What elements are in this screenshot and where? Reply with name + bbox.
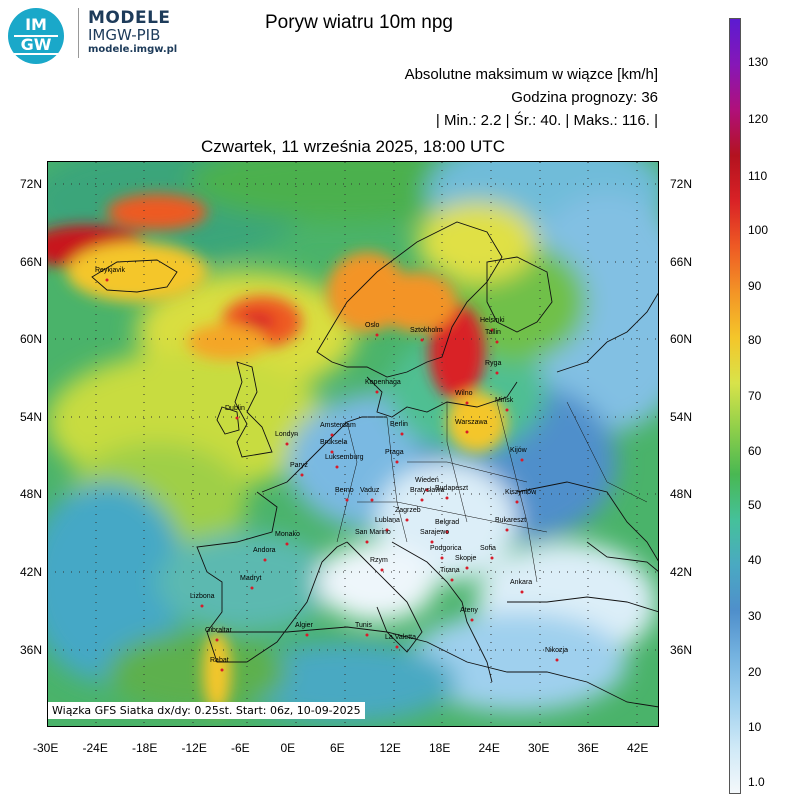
longitude-label: 36E	[577, 741, 599, 755]
city-label: Helsinki	[480, 317, 505, 324]
colorbar-tick-label: 100	[748, 223, 769, 237]
city-label: Mińsk	[495, 397, 514, 404]
city-label: Wilno	[455, 390, 473, 397]
city-label: Lublana	[375, 517, 400, 524]
city-label: Bruksela	[320, 439, 348, 446]
latitude-label: 42N	[670, 565, 693, 579]
city-label: Sofia	[480, 545, 496, 552]
city-label: Zagrzeb	[395, 507, 421, 514]
latitude-label: 48N	[670, 487, 693, 501]
city-label: Madryt	[240, 575, 262, 582]
info-stats: | Min.: 2.2 | Śr.: 40. | Maks.: 116. |	[435, 112, 658, 129]
info-line-2: Godzina prognozy: 36	[511, 89, 658, 106]
city-label: Londyn	[275, 431, 298, 438]
colorbar-tick-label: 80	[748, 333, 762, 347]
city-label: Nikozja	[545, 647, 568, 654]
city-label: Sztokholm	[410, 327, 443, 334]
longitude-label: 12E	[379, 741, 401, 755]
city-label: Rzym	[370, 557, 388, 564]
latitude-label: 42N	[20, 565, 43, 579]
city-label: Podgorica	[430, 545, 462, 552]
city-label: Tallin	[485, 329, 501, 336]
latitude-label: 66N	[20, 255, 43, 269]
longitude-label: 42E	[627, 741, 649, 755]
colorbar-tick-label: 40	[748, 553, 762, 567]
logo-url[interactable]: modele.imgw.pl	[88, 44, 178, 55]
city-label: Bukareszt	[495, 517, 527, 524]
logo-text-bottom: GW	[14, 35, 58, 55]
model-info-footer: Wiązka GFS Siatka dx/dy: 0.25st. Start: 06z, 10-09-2025	[48, 702, 365, 719]
city-label: Tunis	[355, 622, 372, 629]
city-label: Oslo	[365, 322, 380, 329]
city-label: Lizbona	[190, 593, 215, 600]
city-label: Luksemburg	[325, 454, 364, 461]
city-label: Bratysława	[410, 487, 445, 494]
colorbar-tick-label: 120	[748, 112, 769, 126]
imgw-logo	[8, 8, 64, 64]
latitude-label: 54N	[20, 410, 43, 424]
colorbar	[729, 18, 741, 794]
colorbar-tick-label: 10	[748, 720, 762, 734]
city-label: Gibraltar	[205, 627, 232, 634]
city-label: Andora	[253, 547, 276, 554]
longitude-label: 0E	[280, 741, 296, 755]
city-label: Vaduz	[360, 487, 380, 494]
colorbar-tick-label: 20	[748, 665, 762, 679]
latitude-label: 60N	[20, 332, 43, 346]
colorbar-tick-label: 130	[748, 55, 769, 69]
logo-divider	[78, 8, 79, 58]
city-label: Berlin	[390, 421, 408, 428]
longitude-label: 24E	[478, 741, 500, 755]
city-label: San Marino	[355, 529, 391, 536]
longitude-label: 6E	[330, 741, 345, 755]
latitude-label: 36N	[20, 643, 43, 657]
city-label: Sarajewo	[420, 529, 450, 536]
city-label: Algier	[295, 622, 313, 629]
city-label: Praga	[385, 449, 404, 456]
longitude-label: -12E	[181, 741, 207, 755]
city-label: Reykjavik	[95, 267, 125, 274]
city-label: Ryga	[485, 360, 502, 367]
city-label: Paryż	[290, 462, 308, 469]
latitude-label: 72N	[20, 177, 43, 191]
colorbar-tick-label: 70	[748, 389, 762, 403]
longitude-label: 30E	[528, 741, 550, 755]
latitude-label: 60N	[670, 332, 693, 346]
chart-title: Poryw wiatru 10m npg	[265, 12, 453, 33]
city-label: Ankara	[510, 579, 533, 586]
city-label: Belgrad	[435, 519, 460, 526]
city-label: Wiedeń	[415, 477, 439, 484]
longitude-label: -6E	[231, 741, 250, 755]
latitude-label: 36N	[670, 643, 693, 657]
city-label: Dublin	[225, 405, 245, 412]
forecast-date: Czwartek, 11 września 2025, 18:00 UTC	[47, 131, 659, 162]
colorbar-tick-label: 1.0	[748, 775, 765, 789]
city-label: Budapeszt	[435, 485, 469, 492]
longitude-label: -24E	[82, 741, 108, 755]
colorbar-tick-label: 30	[748, 609, 762, 623]
city-label: Ateny	[460, 607, 478, 614]
logo-name: MODELE	[88, 8, 171, 28]
city-label: Rabat	[210, 657, 229, 664]
latitude-label: 48N	[20, 487, 43, 501]
city-label: Kiszyniów	[505, 489, 537, 496]
latitude-label: 66N	[670, 255, 693, 269]
latitude-label: 72N	[670, 177, 693, 191]
latitude-label: 54N	[670, 410, 693, 424]
longitude-label: -18E	[132, 741, 158, 755]
colorbar-tick-label: 110	[748, 169, 768, 183]
city-label: Kopenhaga	[365, 379, 401, 386]
colorbar-tick-label: 50	[748, 498, 762, 512]
logo-text-top: IM	[25, 15, 47, 34]
city-label: La Valetta	[385, 634, 417, 641]
longitude-label: 18E	[429, 741, 451, 755]
logo-org: IMGW-PIB	[88, 26, 161, 44]
map-frame	[47, 131, 659, 727]
colorbar-tick-label: 60	[748, 444, 762, 458]
info-line-1: Absolutne maksimum w wiązce [km/h]	[404, 66, 658, 83]
city-label: Warszawa	[455, 419, 488, 426]
city-label: Tirana	[440, 567, 460, 574]
city-label: Berno	[335, 487, 354, 494]
city-label: Monako	[275, 531, 300, 538]
city-label: Skopje	[455, 555, 477, 562]
longitude-label: -30E	[33, 741, 59, 755]
city-label: Amsterdam	[320, 422, 356, 429]
city-label: Kijów	[510, 447, 527, 454]
colorbar-tick-label: 90	[748, 279, 762, 293]
